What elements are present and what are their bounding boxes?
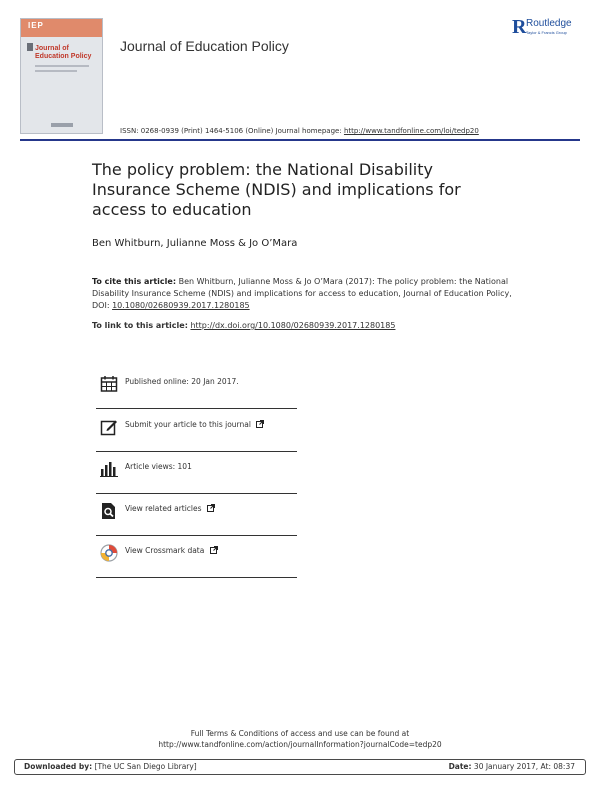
article-title — [92, 160, 562, 220]
journal-title: Journal of Education Policy — [120, 38, 289, 54]
calendar-icon — [100, 375, 118, 393]
publisher-name: Routledge — [526, 18, 572, 29]
download-date — [449, 762, 575, 771]
crossmark-row[interactable] — [96, 536, 297, 578]
download-info-bar — [14, 759, 586, 775]
article-authors: Ben Whitburn, Julianne Moss & Jo O’Mara — [92, 238, 298, 249]
published-online-row — [96, 367, 297, 409]
related-search-icon — [100, 502, 118, 520]
article-views-text: Article views: 101 — [125, 462, 192, 471]
article-title-line: Insurance Scheme (NDIS) and implications for — [92, 180, 461, 199]
link-label: To link to this article: — [92, 321, 188, 330]
download-date-value: 30 January 2017, At: 08:37 — [473, 762, 575, 771]
article-url-link[interactable]: http://dx.doi.org/10.1080/02680939.2017.1280185 — [190, 321, 396, 330]
cite-label: To cite this article: — [92, 277, 177, 286]
cite-text: Ben Whitburn, Julianne Moss & Jo O’Mara (2017): The policy problem: the National Disability Insurance Scheme (NDIS) and implications for access to education, Journal of Education Policy, DOI: — [92, 277, 512, 310]
routledge-r-icon: R — [512, 16, 527, 38]
submit-article-link[interactable] — [125, 420, 264, 429]
journal-cover-thumbnail — [20, 18, 103, 134]
terms-footer — [0, 728, 600, 750]
download-date-label: Date: — [448, 762, 472, 771]
article-views-row — [96, 452, 297, 494]
cover-publisher-logo — [51, 123, 73, 127]
downloaded-by — [24, 762, 197, 771]
external-link-icon — [207, 504, 215, 512]
related-articles-link[interactable] — [125, 504, 215, 513]
submit-article-text: Submit your article to this journal — [125, 420, 251, 429]
publisher-tagline: Taylor & Francis Group — [526, 30, 567, 35]
cover-line — [35, 70, 77, 72]
row-divider — [96, 577, 297, 578]
bar-chart-icon — [100, 460, 118, 478]
related-articles-row[interactable] — [96, 494, 297, 536]
cover-banner — [21, 19, 102, 37]
article-link-line — [92, 321, 395, 330]
published-online-text: Published online: 20 Jan 2017. — [125, 377, 239, 386]
routledge-logo — [512, 17, 588, 41]
external-link-icon — [256, 420, 264, 428]
cover-line — [35, 65, 89, 67]
journal-homepage-link[interactable]: http://www.tandfonline.com/loi/tedp20 — [343, 127, 479, 135]
row-divider — [96, 408, 297, 409]
cover-acronym: IEP — [28, 21, 44, 30]
crossmark-text: View Crossmark data — [125, 546, 205, 555]
citation-block — [92, 276, 512, 312]
article-title-line: The policy problem: the National Disability — [92, 160, 433, 179]
edit-icon — [100, 418, 118, 436]
doi-link[interactable]: 10.1080/02680939.2017.1280185 — [112, 301, 250, 310]
issn-line — [120, 127, 479, 135]
header-divider — [20, 139, 580, 141]
crossmark-icon — [100, 544, 118, 562]
downloaded-by-value: [The UC San Diego Library] — [94, 762, 197, 771]
submit-article-row[interactable] — [96, 410, 297, 452]
article-title-line: access to education — [92, 200, 252, 219]
cover-journal-name: Journal of Education Policy — [35, 45, 92, 60]
terms-url[interactable]: http://www.tandfonline.com/action/journalInformation?journalCode=tedp20 — [158, 740, 442, 749]
issn-text: ISSN: 0268-0939 (Print) 1464-5106 (Online) Journal homepage: — [120, 127, 342, 135]
related-articles-text: View related articles — [125, 504, 202, 513]
cover-badge — [27, 43, 33, 51]
terms-text: Full Terms & Conditions of access and use can be found at — [190, 729, 410, 738]
downloaded-by-label: Downloaded by: — [24, 762, 93, 771]
crossmark-link[interactable] — [125, 546, 218, 555]
external-link-icon — [210, 546, 218, 554]
